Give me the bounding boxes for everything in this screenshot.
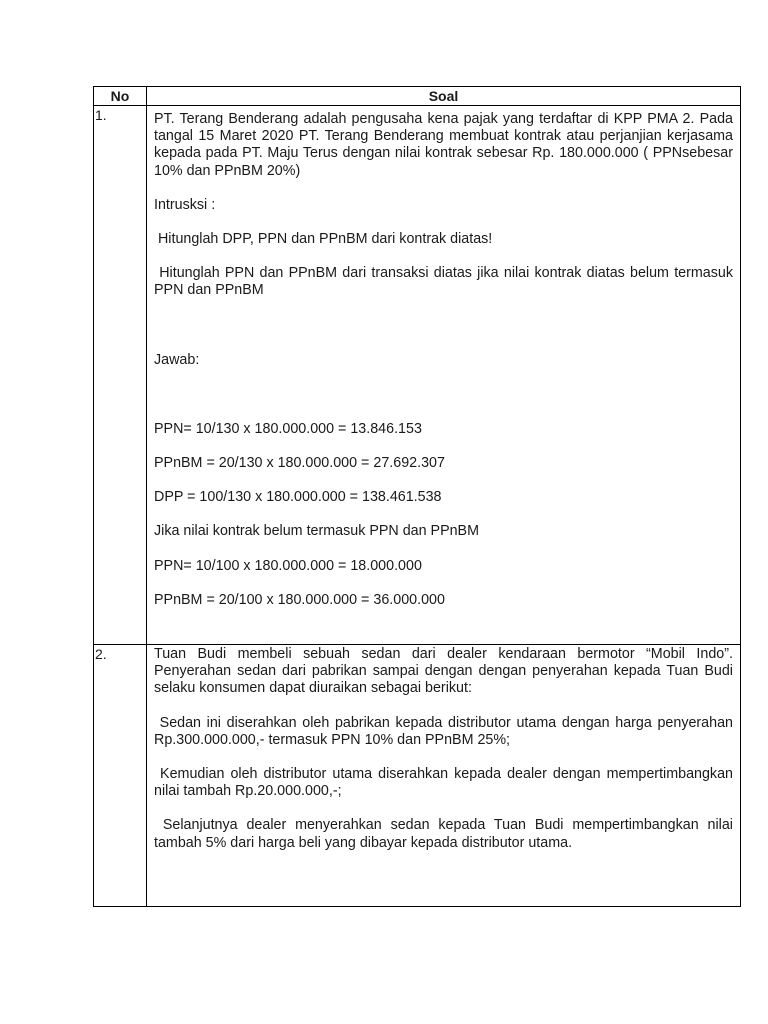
question-item: Kemudian oleh distributor utama diserahkan kepada dealer dengan mempertimbangkan nilai tambah Rp.20.000.000,-; [154, 766, 737, 800]
table-row [94, 106, 741, 645]
answer-line: PPnBM = 20/130 x 180.000.000 = 27.692.307 [154, 455, 445, 472]
table-row [94, 645, 741, 907]
row-number: 2. [94, 645, 147, 907]
question-cell [147, 645, 741, 907]
question-text: PT. Terang Benderang adalah pengusaha kena pajak yang terdaftar di KPP PMA 2. Pada tangal 15 Maret 2020 PT. Terang Benderang membuat kontrak atau perjanjian kerjasama kepada pada PT. Maju Terus dengan nilai kontrak sebesar Rp. 180.000.000 ( PPNsebesar 10% dan PPnBM 20%) [154, 111, 733, 179]
question-item: Sedan ini diserahkan oleh pabrikan kepada distributor utama dengan harga penyerahan Rp.300.000.000,- termasuk PPN 10% dan PPnBM 25%; [154, 714, 737, 748]
instruction-label: Intrusksi : [154, 196, 216, 213]
answer-line: PPN= 10/100 x 180.000.000 = 18.000.000 [154, 557, 422, 574]
instruction-item: Hitunglah PPN dan PPnBM dari transaksi diatas jika nilai kontrak diatas belum termasuk PPN dan PPnBM [154, 265, 737, 299]
answer-line: PPnBM = 20/100 x 180.000.000 = 36.000.000 [154, 591, 445, 608]
question-cell [147, 106, 741, 645]
question-item: Selanjutnya dealer menyerahkan sedan kepada Tuan Budi mempertimbangkan nilai tambah 5% dari harga beli yang dibayar kepada distributor utama. [154, 817, 737, 851]
answer-line: DPP = 100/130 x 180.000.000 = 138.461.538 [154, 489, 442, 506]
row-number: 1. [94, 106, 147, 645]
questions-table [93, 86, 741, 907]
answer-line: Jika nilai kontrak belum termasuk PPN dan PPnBM [154, 523, 479, 540]
answer-line: PPN= 10/130 x 180.000.000 = 13.846.153 [154, 420, 422, 437]
question-text: Tuan Budi membeli sebuah sedan dari dealer kendaraan bermotor “Mobil Indo”. Penyerahan sedan dari pabrikan sampai dengan dengan penyerahan kepada Tuan Budi selaku konsumen dapat diuraikan sebagai berikut: [154, 646, 733, 697]
header-no: No [94, 87, 147, 106]
table-header-row [94, 87, 741, 106]
header-soal: Soal [147, 87, 741, 106]
instruction-item: Hitunglah DPP, PPN dan PPnBM dari kontrak diatas! [154, 231, 493, 248]
answer-label: Jawab: [154, 351, 200, 368]
